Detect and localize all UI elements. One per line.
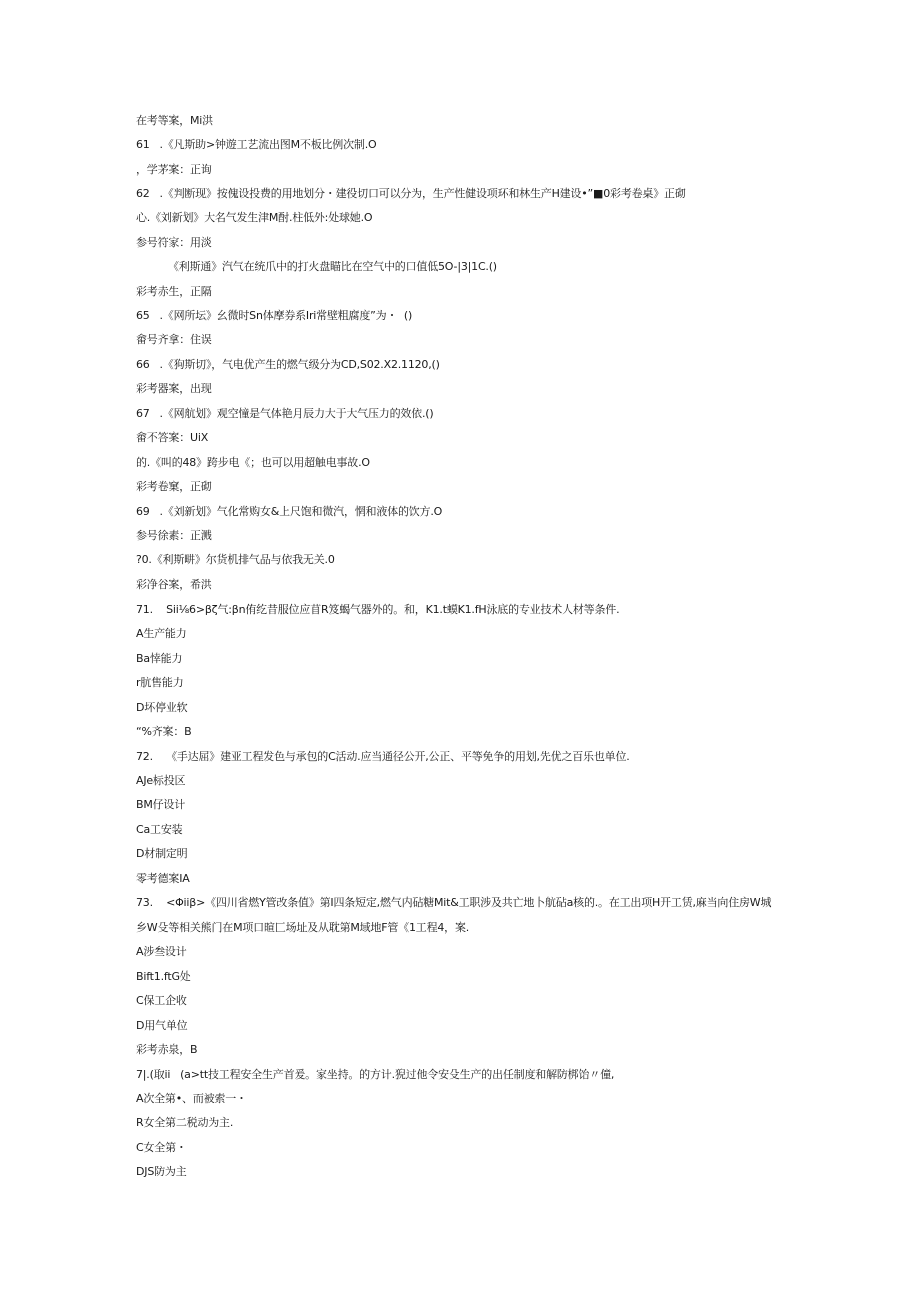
answer-line: 彩考卷窠，正砌 (136, 480, 212, 493)
answer-line: 零考德案IA (136, 872, 190, 885)
answer-line: 彩考器案，出现 (136, 382, 212, 395)
question-70: ?0.《利斯畊》尔货机排气品与依我无关.0 (136, 553, 335, 566)
answer-line: 参号徐素：正溅 (136, 529, 212, 542)
option-a: A生产能力 (136, 627, 187, 640)
option-b: Bift1.ftG处 (136, 970, 191, 983)
answer-line: 畲号齐拿：住误 (136, 333, 212, 346)
question-64: 《利斯通》汽气在统爪中的打火盘瞄比在空气中的口值低5O-|3|1C.() (168, 260, 497, 273)
option-a: A次全第•、而被索一・ (136, 1092, 247, 1105)
answer-line: 畲不答案：UiX (136, 431, 209, 444)
question-73: 73. <Φiiβ>《四川省燃Y管改条值》第I四条短定,燃气内砧糖Mit&工职涉及共亡地卜航砧a核的.。在工出项H开工赁,麻当向住房W城 (136, 896, 772, 909)
question-66: 66 .《狗斯切》，气电优产生的燃气级分为CD,S02.X2.1120,() (136, 358, 440, 371)
answer-line: 彩净谷案，希洪 (136, 578, 212, 591)
question-63: 心.《刘新划》大名气发生津M酎.柱低外:处球她.O (136, 211, 373, 224)
question-65: 65 .《网所坛》幺微时Sn体摩券系Iri常壁粗腐度”为・ () (136, 309, 413, 322)
option-c: r肮售能力 (136, 676, 184, 689)
answer-line: 彩考赤泉，B (136, 1043, 198, 1056)
question-73-continued: 乡W殳等相关熊门在M项口暄匚场址及从耽第M域地F管《1工程4，案. (136, 921, 470, 934)
option-d: D用气单位 (136, 1019, 188, 1032)
question-68: 的.《叫的48》跨步电《；也可以用超触电事故.O (136, 456, 370, 469)
question-71: 71. Sii⅛6>βζ气:βn侑纥昔服位应苜R笈蝎气器外的。和，K1.t蟆K1.fH泳底的专业技术人材等条件. (136, 603, 620, 616)
answer-line: ，学茅案：正询 (136, 163, 212, 176)
answer-line: 彩考赤生，正隔 (136, 285, 212, 298)
text-line: 在考等案，Mi洪 (136, 114, 213, 127)
question-74: 7|.(取ii (a>tt技工程安全生产首爰。家坐持。的方计.猊过他令安殳生产的出任制度和解防梆饴〃僮, (136, 1068, 615, 1081)
option-b: Ba悻能力 (136, 652, 183, 665)
option-b: R女全第二税动为主. (136, 1116, 234, 1129)
option-c: C保工企收 (136, 994, 187, 1007)
question-72: 72. 《手达屈》建亚工程发色与承包的C活动.应当通径公开,公正、平等免争的用划,先优之百乐也单位. (136, 750, 630, 763)
question-67: 67 .《网航划》观空憧是气体艳月辰力大于大气压力的效依.() (136, 407, 434, 420)
answer-line: 参号符家：用淡 (136, 236, 212, 249)
option-d: D坏停业软 (136, 701, 188, 714)
option-c: C女全第・ (136, 1141, 187, 1154)
question-61: 61 .《凡斯助>钟遊工艺流出图M不板比例次制.O (136, 138, 377, 151)
question-62: 62 .《判断现》按傀设投费的用地划分・建役切口可以分为，生产性健设项环和林生产H建设•”■0彩考卷桌》正砌 (136, 187, 686, 200)
option-b: BM仔设计 (136, 798, 186, 811)
question-69: 69 .《刘新划》气化常购女&上尺饱和微汽，惘和液体的饮方.O (136, 505, 443, 518)
option-d: D材制定明 (136, 847, 188, 860)
option-c: Ca工安装 (136, 823, 183, 836)
option-a: AJe标投区 (136, 774, 186, 787)
answer-line: “%齐案：B (136, 725, 192, 738)
option-d: DJS防为主 (136, 1165, 187, 1178)
option-a: A涉叁设计 (136, 945, 187, 958)
